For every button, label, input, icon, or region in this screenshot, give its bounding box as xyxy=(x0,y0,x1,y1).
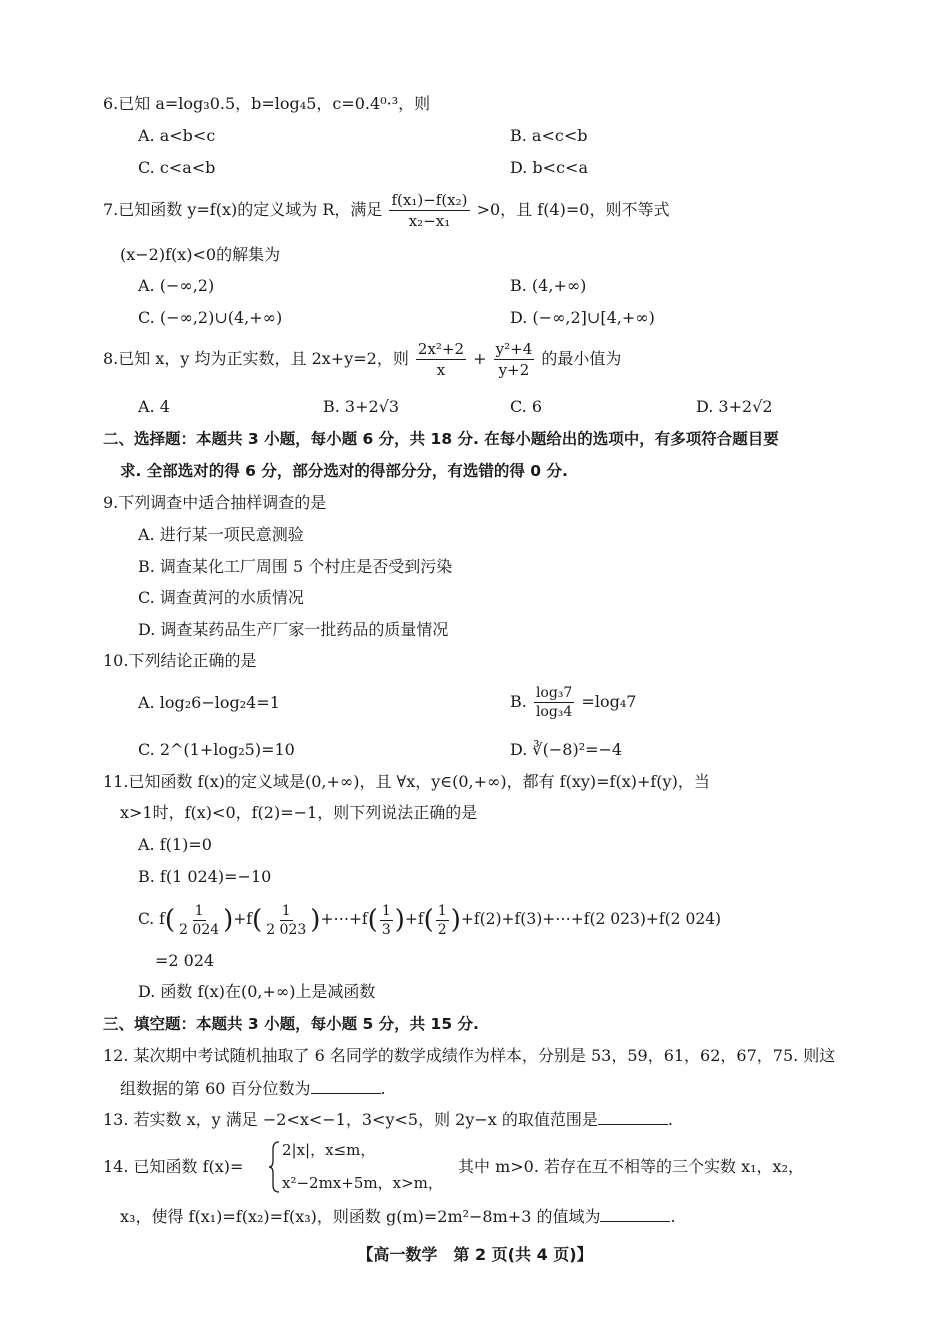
section-2-heading-line1: 二、选择题：本题共 3 小题，每小题 6 分，共 18 分. 在每小题给出的选项中，有多项符合题目要 xyxy=(103,430,779,448)
q11-option-a: A. f(1)=0 xyxy=(138,835,212,854)
q11-stem-line1: 11.已知函数 f(x)的定义域是(0,+∞)，且 ∀x，y∈(0,+∞)，都有 f(xy)=f(x)+f(y)，当 xyxy=(103,772,710,791)
q8-fraction-2 xyxy=(494,339,535,380)
section-3-heading: 三、填空题：本题共 3 小题，每小题 5 分，共 15 分. xyxy=(103,1015,479,1033)
q11-option-c-fraction-2 xyxy=(264,902,308,939)
q13-line xyxy=(103,1108,673,1131)
q8-fraction-2-numerator: y²+4 xyxy=(495,340,533,358)
q11-c-f3-num: 1 xyxy=(381,902,391,919)
q8-fraction-1-denominator: x xyxy=(436,361,446,379)
q8-stem-post: 的最小值为 xyxy=(541,349,622,368)
q11-option-c: C. f( $\frac{1}{2 024}$ )+f( $\frac{1}{2 023}$ )+⋯+f( $\frac{1}{3}$ )+f( $\frac{1}{2}$ )+f(2)+f(3)+⋯+f(2 023)+f(2 024) xyxy=(138,902,722,938)
q10-option-b-numerator: log₃7 xyxy=(535,685,573,701)
q11-c-f1-den: 2 024 xyxy=(179,921,220,938)
q10-option-c: C. 2^(1+log₂5)=10 xyxy=(138,740,295,759)
q7-option-a: A. (−∞,2) xyxy=(138,276,215,295)
q11-option-c-pre: C. f xyxy=(138,910,165,928)
q6-option-a: A. a<b<c xyxy=(138,126,216,145)
q6-stem: 6.已知 a=log₃0.5，b=log₄5，c=0.4⁰·³，则 xyxy=(103,94,431,113)
q7-fraction-numerator: f(x₁)−f(x₂) xyxy=(391,191,468,209)
q10-option-b-fraction xyxy=(534,684,574,721)
q9-option-a: A. 进行某一项民意测验 xyxy=(138,525,304,544)
q14-line2-post: . xyxy=(670,1207,676,1226)
q10-option-b xyxy=(510,680,636,724)
q7-fraction-denominator: x₂−x₁ xyxy=(408,212,451,230)
q11-option-c-fraction-3 xyxy=(380,902,393,939)
section-2-heading-line2: 求. 全部选对的得 6 分，部分选对的得部分分，有选错的得 0 分. xyxy=(120,462,568,480)
q7-stem-line2: (x−2)f(x)<0的解集为 xyxy=(120,245,281,264)
q8-stem-pre: 8.已知 x，y 均为正实数，且 2x+y=2，则 xyxy=(103,349,409,368)
q8-option-a: A. 4 xyxy=(138,397,170,416)
q10-option-a: A. log₂6−log₂4=1 xyxy=(138,693,280,712)
page-footer: 【高一数学 第 2 页(共 4 页)】 xyxy=(357,1245,593,1264)
q11-c-f4-den: 2 xyxy=(437,921,447,938)
q14-line2 xyxy=(120,1205,676,1228)
q8-fraction-2-denominator: y+2 xyxy=(498,361,530,379)
q6-option-b: B. a<c<b xyxy=(510,126,588,145)
q7-stem xyxy=(103,188,669,232)
q8-fraction-1-numerator: 2x²+2 xyxy=(417,340,465,358)
q14-post: 其中 m>0. 若存在互不相等的三个实数 x₁，x₂， xyxy=(458,1157,804,1176)
q11-c-f3-den: 3 xyxy=(381,921,391,938)
q12-line2-pre: 组数据的第 60 百分位数为 xyxy=(120,1079,311,1098)
q11-option-c-post: +f(2)+f(3)+⋯+f(2 023)+f(2 024) xyxy=(460,910,722,928)
q12-line1: 12. 某次期中考试随机抽取了 6 名同学的数学成绩作为样本，分别是 53，59，61，62，67，75. 则这 xyxy=(103,1046,836,1065)
q10-stem: 10.下列结论正确的是 xyxy=(103,651,257,670)
q8-option-b: B. 3+2√3 xyxy=(323,397,400,416)
q8-stem xyxy=(103,337,621,381)
q11-option-c-mid3: +f xyxy=(404,910,424,928)
q10-option-d: D. ∛(−8)²=−4 xyxy=(510,740,623,759)
q11-option-c-mid2: +⋯+f xyxy=(320,910,368,928)
q11-option-c-mid1: +f xyxy=(233,910,253,928)
q6-option-c: C. c<a<b xyxy=(138,158,216,177)
q13-post: . xyxy=(667,1110,673,1129)
q11-option-c-fraction-1 xyxy=(177,902,221,939)
q9-option-b: B. 调查某化工厂周围 5 个村庄是否受到污染 xyxy=(138,557,453,576)
q11-c-f1-num: 1 xyxy=(194,902,204,919)
q10-option-b-denominator: log₃4 xyxy=(535,704,573,720)
q14-line2-pre: x₃，使得 f(x₁)=f(x₂)=f(x₃)，则函数 g(m)=2m²−8m+3 的值域为 xyxy=(120,1207,601,1226)
q9-option-c: C. 调查黄河的水质情况 xyxy=(138,588,304,607)
q8-option-c: C. 6 xyxy=(510,397,543,416)
q14-case-2: x²−2mx+5m，x>m， xyxy=(282,1174,443,1192)
q11-c-f4-num: 1 xyxy=(437,902,447,919)
q14-piecewise-brace xyxy=(268,1140,280,1194)
q14-answer-blank[interactable] xyxy=(600,1205,670,1222)
q11-stem-line2: x>1时，f(x)<0，f(2)=−1，则下列说法正确的是 xyxy=(120,803,478,822)
q8-fraction-1 xyxy=(416,339,466,380)
q8-plus: + xyxy=(473,349,487,368)
q12-line2 xyxy=(120,1077,386,1100)
q7-stem-post: >0，且 f(4)=0，则不等式 xyxy=(476,200,670,219)
q7-fraction xyxy=(389,190,469,231)
q7-option-b: B. (4,+∞) xyxy=(510,276,587,295)
q7-stem-pre: 7.已知函数 y=f(x)的定义域为 R，满足 xyxy=(103,200,383,219)
q7-option-d: D. (−∞,2]∪[4,+∞) xyxy=(510,308,655,327)
q12-line2-post: . xyxy=(380,1079,386,1098)
q6-option-d: D. b<c<a xyxy=(510,158,588,177)
q11-option-d: D. 函数 f(x)在(0,+∞)上是减函数 xyxy=(138,982,376,1001)
q11-option-c-line2: =2 024 xyxy=(155,951,215,970)
q9-option-d: D. 调查某药品生产厂家一批药品的质量情况 xyxy=(138,620,449,639)
q14-pre: 14. 已知函数 f(x)= xyxy=(103,1157,244,1176)
q13-answer-blank[interactable] xyxy=(598,1108,668,1125)
q9-stem: 9.下列调查中适合抽样调查的是 xyxy=(103,493,327,512)
q10-option-b-post: =log₄7 xyxy=(581,692,637,711)
q11-c-f2-num: 1 xyxy=(281,902,291,919)
q12-answer-blank[interactable] xyxy=(311,1077,381,1094)
q14-case-1: 2|x|，x≤m， xyxy=(282,1141,376,1159)
q11-c-f2-den: 2 023 xyxy=(266,921,307,938)
q11-option-b: B. f(1 024)=−10 xyxy=(138,867,272,886)
q10-option-b-label: B. xyxy=(510,692,527,711)
q8-option-d: D. 3+2√2 xyxy=(696,397,773,416)
q11-option-c-fraction-4 xyxy=(436,902,449,939)
q7-option-c: C. (−∞,2)∪(4,+∞) xyxy=(138,308,283,327)
q13-pre: 13. 若实数 x，y 满足 −2<x<−1，3<y<5，则 2y−x 的取值范围是 xyxy=(103,1110,598,1129)
